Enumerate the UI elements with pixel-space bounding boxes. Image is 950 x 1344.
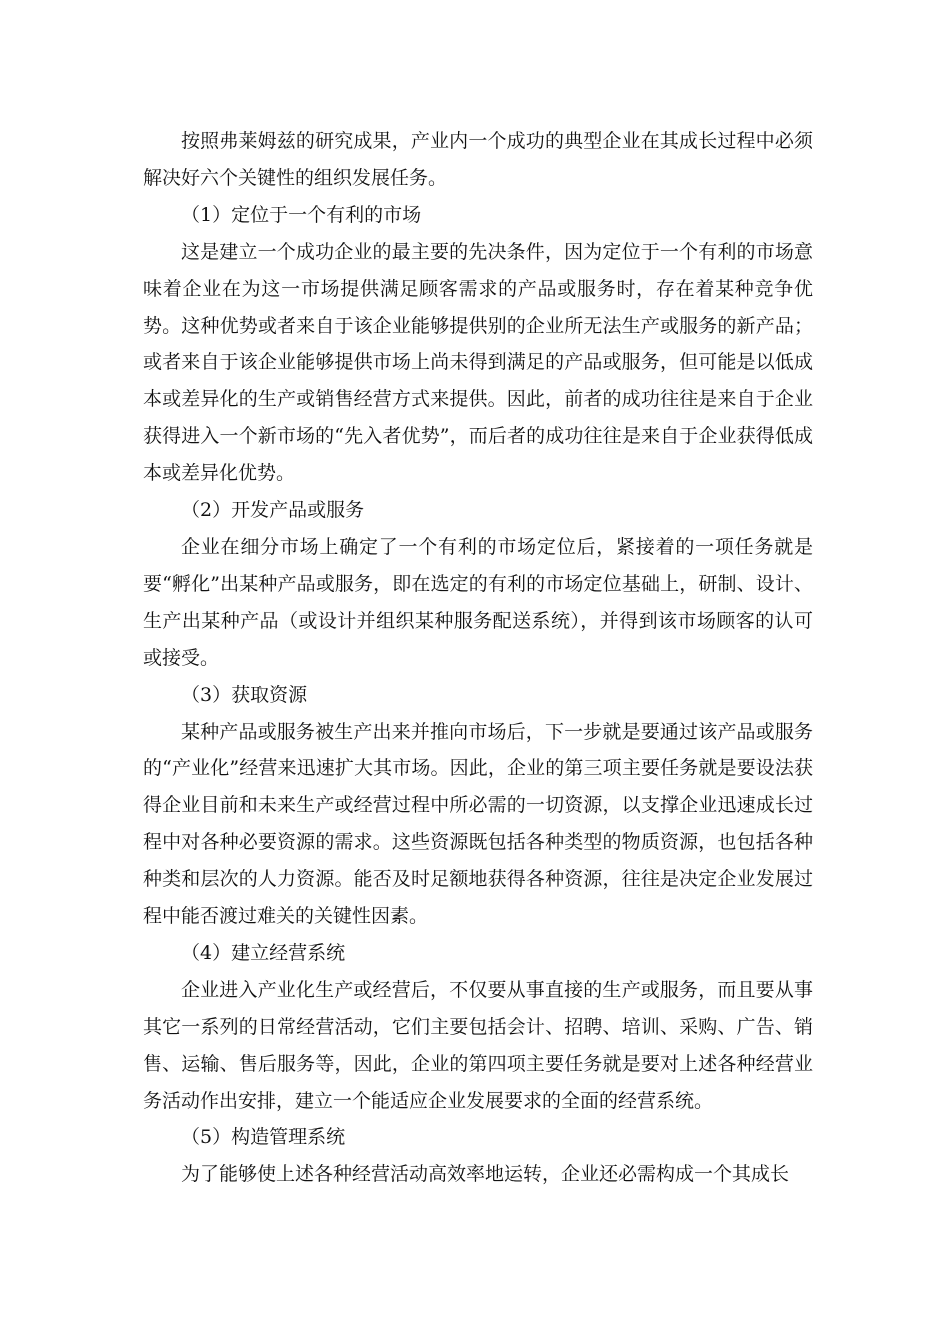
intro-paragraph: 按照弗莱姆兹的研究成果，产业内一个成功的典型企业在其成长过程中必须解决好六个关键性的组织发展任务。 [143, 130, 813, 189]
body-paragraph-4: 企业进入产业化生产或经营后，不仅要从事直接的生产或服务，而且要从事其它一系列的日常经营活动，它们主要包括会计、招聘、培训、采购、广告、销售、运输、售后服务等，因此，企业的第四项主要任务就是要对上述各种经营业务活动作出安排，建立一个能适应企业发展要求的全面的经营系统。 [143, 978, 813, 1112]
section-heading-4: （4）建立经营系统 [181, 941, 346, 964]
section-heading-2: （2）开发产品或服务 [181, 499, 365, 522]
section-heading-5: （5）构造管理系统 [181, 1126, 346, 1149]
section-heading-3: （3）获取资源 [181, 683, 308, 706]
body-paragraph-3: 某种产品或服务被生产出来并推向市场后，下一步就是要通过该产品或服务的“产业化”经营来迅速扩大其市场。因此，企业的第三项主要任务就是要设法获得企业目前和未来生产或经营过程中所必需的一切资源，以支撑企业迅速成长过程中对各种必要资源的需求。这些资源既包括各种类型的物质资源，也包括各种种类和层次的人力资源。能否及时足额地获得各种资源，往往是决定企业发展过程中能否渡过难关的关键性因素。 [143, 720, 813, 928]
body-paragraph-5: 为了能够使上述各种经营活动高效率地运转，企业还必需构成一个其成长 [181, 1163, 790, 1186]
section-heading-1: （1）定位于一个有利的市场 [181, 203, 422, 226]
body-paragraph-2: 企业在细分市场上确定了一个有利的市场定位后，紧接着的一项任务就是要“孵化”出某种产品或服务，即在选定的有利的市场定位基础上，研制、设计、生产出某种产品（或设计并组织某种服务配送系统），并得到该市场顾客的认可或接受。 [143, 535, 813, 669]
body-paragraph-1: 这是建立一个成功企业的最主要的先决条件，因为定位于一个有利的市场意味着企业在为这一市场提供满足顾客需求的产品或服务时，存在着某种竞争优势。这种优势或者来自于该企业能够提供别的企业所无法生产或服务的新产品；或者来自于该企业能够提供市场上尚未得到满足的产品或服务，但可能是以低成本或差异化的生产或销售经营方式来提供。因此，前者的成功往往是来自于企业获得进入一个新市场的“先入者优势”，而后者的成功往往是来自于企业获得低成本或差异化优势。 [143, 240, 813, 485]
document-body [143, 123, 813, 1193]
